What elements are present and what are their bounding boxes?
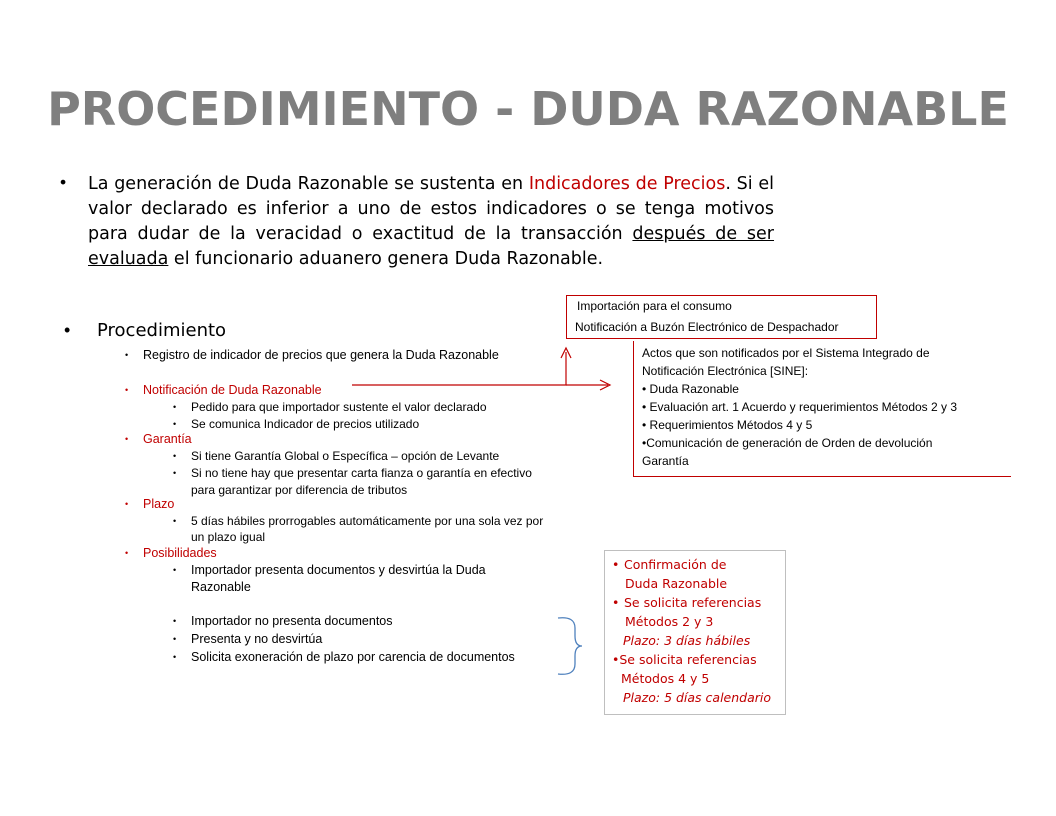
actos-header: Actos que son notificados por el Sistema Integrado de [642, 346, 930, 360]
plazo-item: 5 días hábiles prorrogables automáticamente por una sola vez por [191, 514, 544, 528]
posibilidades-item: Solicita exoneración de plazo por carencia de documentos [191, 650, 515, 664]
notificacion-item: Pedido para que importador sustente el valor declarado [191, 400, 487, 414]
procedimiento-label: Procedimiento [97, 320, 227, 341]
bullet-dot: • [173, 451, 177, 461]
bullet-dot: • [173, 402, 177, 412]
bullet-dot: • [125, 548, 129, 558]
brace-connector [558, 618, 582, 675]
actos-item: • Requerimientos Métodos 4 y 5 [642, 418, 813, 432]
garantia-item: Si tiene Garantía Global o Específica – opción de Levante [191, 449, 500, 463]
bullet-dot: • [173, 616, 177, 626]
bullet-dot: • [125, 434, 129, 444]
bullet-dot: • [173, 634, 177, 644]
bullet-dot: • [125, 350, 129, 360]
posibilidades-label: Posibilidades [143, 546, 217, 560]
resultados-plazo: Plazo: 3 días hábiles [623, 633, 751, 648]
actos-item: •Comunicación de generación de Orden de devolución [642, 436, 933, 450]
actos-item: • Evaluación art. 1 Acuerdo y requerimientos Métodos 2 y 3 [642, 400, 958, 414]
intro-underlined: después de ser evaluada [88, 224, 775, 269]
intro-bullet: • [60, 172, 67, 192]
resultados-line: •Se solicita referencias [612, 652, 757, 667]
registro-item: Registro de indicador de precios que genera la Duda Razonable [143, 348, 499, 362]
connector-arrow [352, 352, 566, 385]
intro-text-3: el funcionario aduanero genera Duda Razonable. [168, 249, 604, 269]
bullet-dot: • [173, 419, 177, 429]
resultados-line: Métodos 2 y 3 [625, 614, 714, 629]
resultados-line: Métodos 4 y 5 [621, 671, 710, 686]
resultados-plazo: Plazo: 5 días calendario [623, 690, 772, 705]
actos-item: Garantía [642, 454, 689, 468]
intro-text-1: La generación de Duda Razonable se sustenta en [88, 174, 529, 194]
bullet-dot: • [173, 652, 177, 662]
bullet-dot: • [125, 499, 129, 509]
posibilidades-item-cont: Razonable [191, 580, 251, 594]
notificacion-label: Notificación de Duda Razonable [143, 383, 322, 397]
resultados-line: Confirmación de [624, 557, 727, 572]
resultados-line: Duda Razonable [625, 576, 728, 591]
page-title: PROCEDIMIENTO - DUDA RAZONABLE [47, 82, 1009, 136]
bullet-dot: • [173, 468, 177, 478]
posibilidades-item: Importador presenta documentos y desvirtúa la Duda [191, 563, 486, 577]
bullet-dot: • [173, 516, 177, 526]
plazo-label: Plazo [143, 497, 175, 511]
resultados-line: Se solicita referencias [624, 595, 762, 610]
resultados-bullet: • [612, 557, 620, 572]
bullet-dot: • [125, 385, 129, 395]
resultados-bullet: • [612, 595, 620, 610]
garantia-label: Garantía [143, 432, 192, 446]
procedimiento-bullet: • [64, 320, 71, 340]
garantia-item: Si no tiene hay que presentar carta fianza o garantía en efectivo [191, 466, 532, 480]
intro-text-2: . Si el valor declarado es inferior a uno de estos indicadores o se tenga motivos para dudar de la veracidad o exactitud de la transacción [88, 174, 774, 244]
plazo-item-cont: un plazo igual [191, 530, 266, 544]
bullet-dot: • [173, 565, 177, 575]
posibilidades-item: Importador no presenta documentos [191, 614, 393, 628]
importacion-line: Notificación a Buzón Electrónico de Despachador [575, 320, 839, 334]
actos-header: Notificación Electrónica [SINE]: [642, 364, 809, 378]
actos-item: • Duda Razonable [642, 382, 739, 396]
importacion-line: Importación para el consumo [577, 299, 732, 313]
posibilidades-item: Presenta y no desvirtúa [191, 632, 323, 646]
garantia-item-cont: para garantizar por diferencia de tributos [191, 483, 408, 497]
intro-highlight: Indicadores de Precios [528, 174, 726, 194]
notificacion-item: Se comunica Indicador de precios utilizado [191, 417, 420, 431]
